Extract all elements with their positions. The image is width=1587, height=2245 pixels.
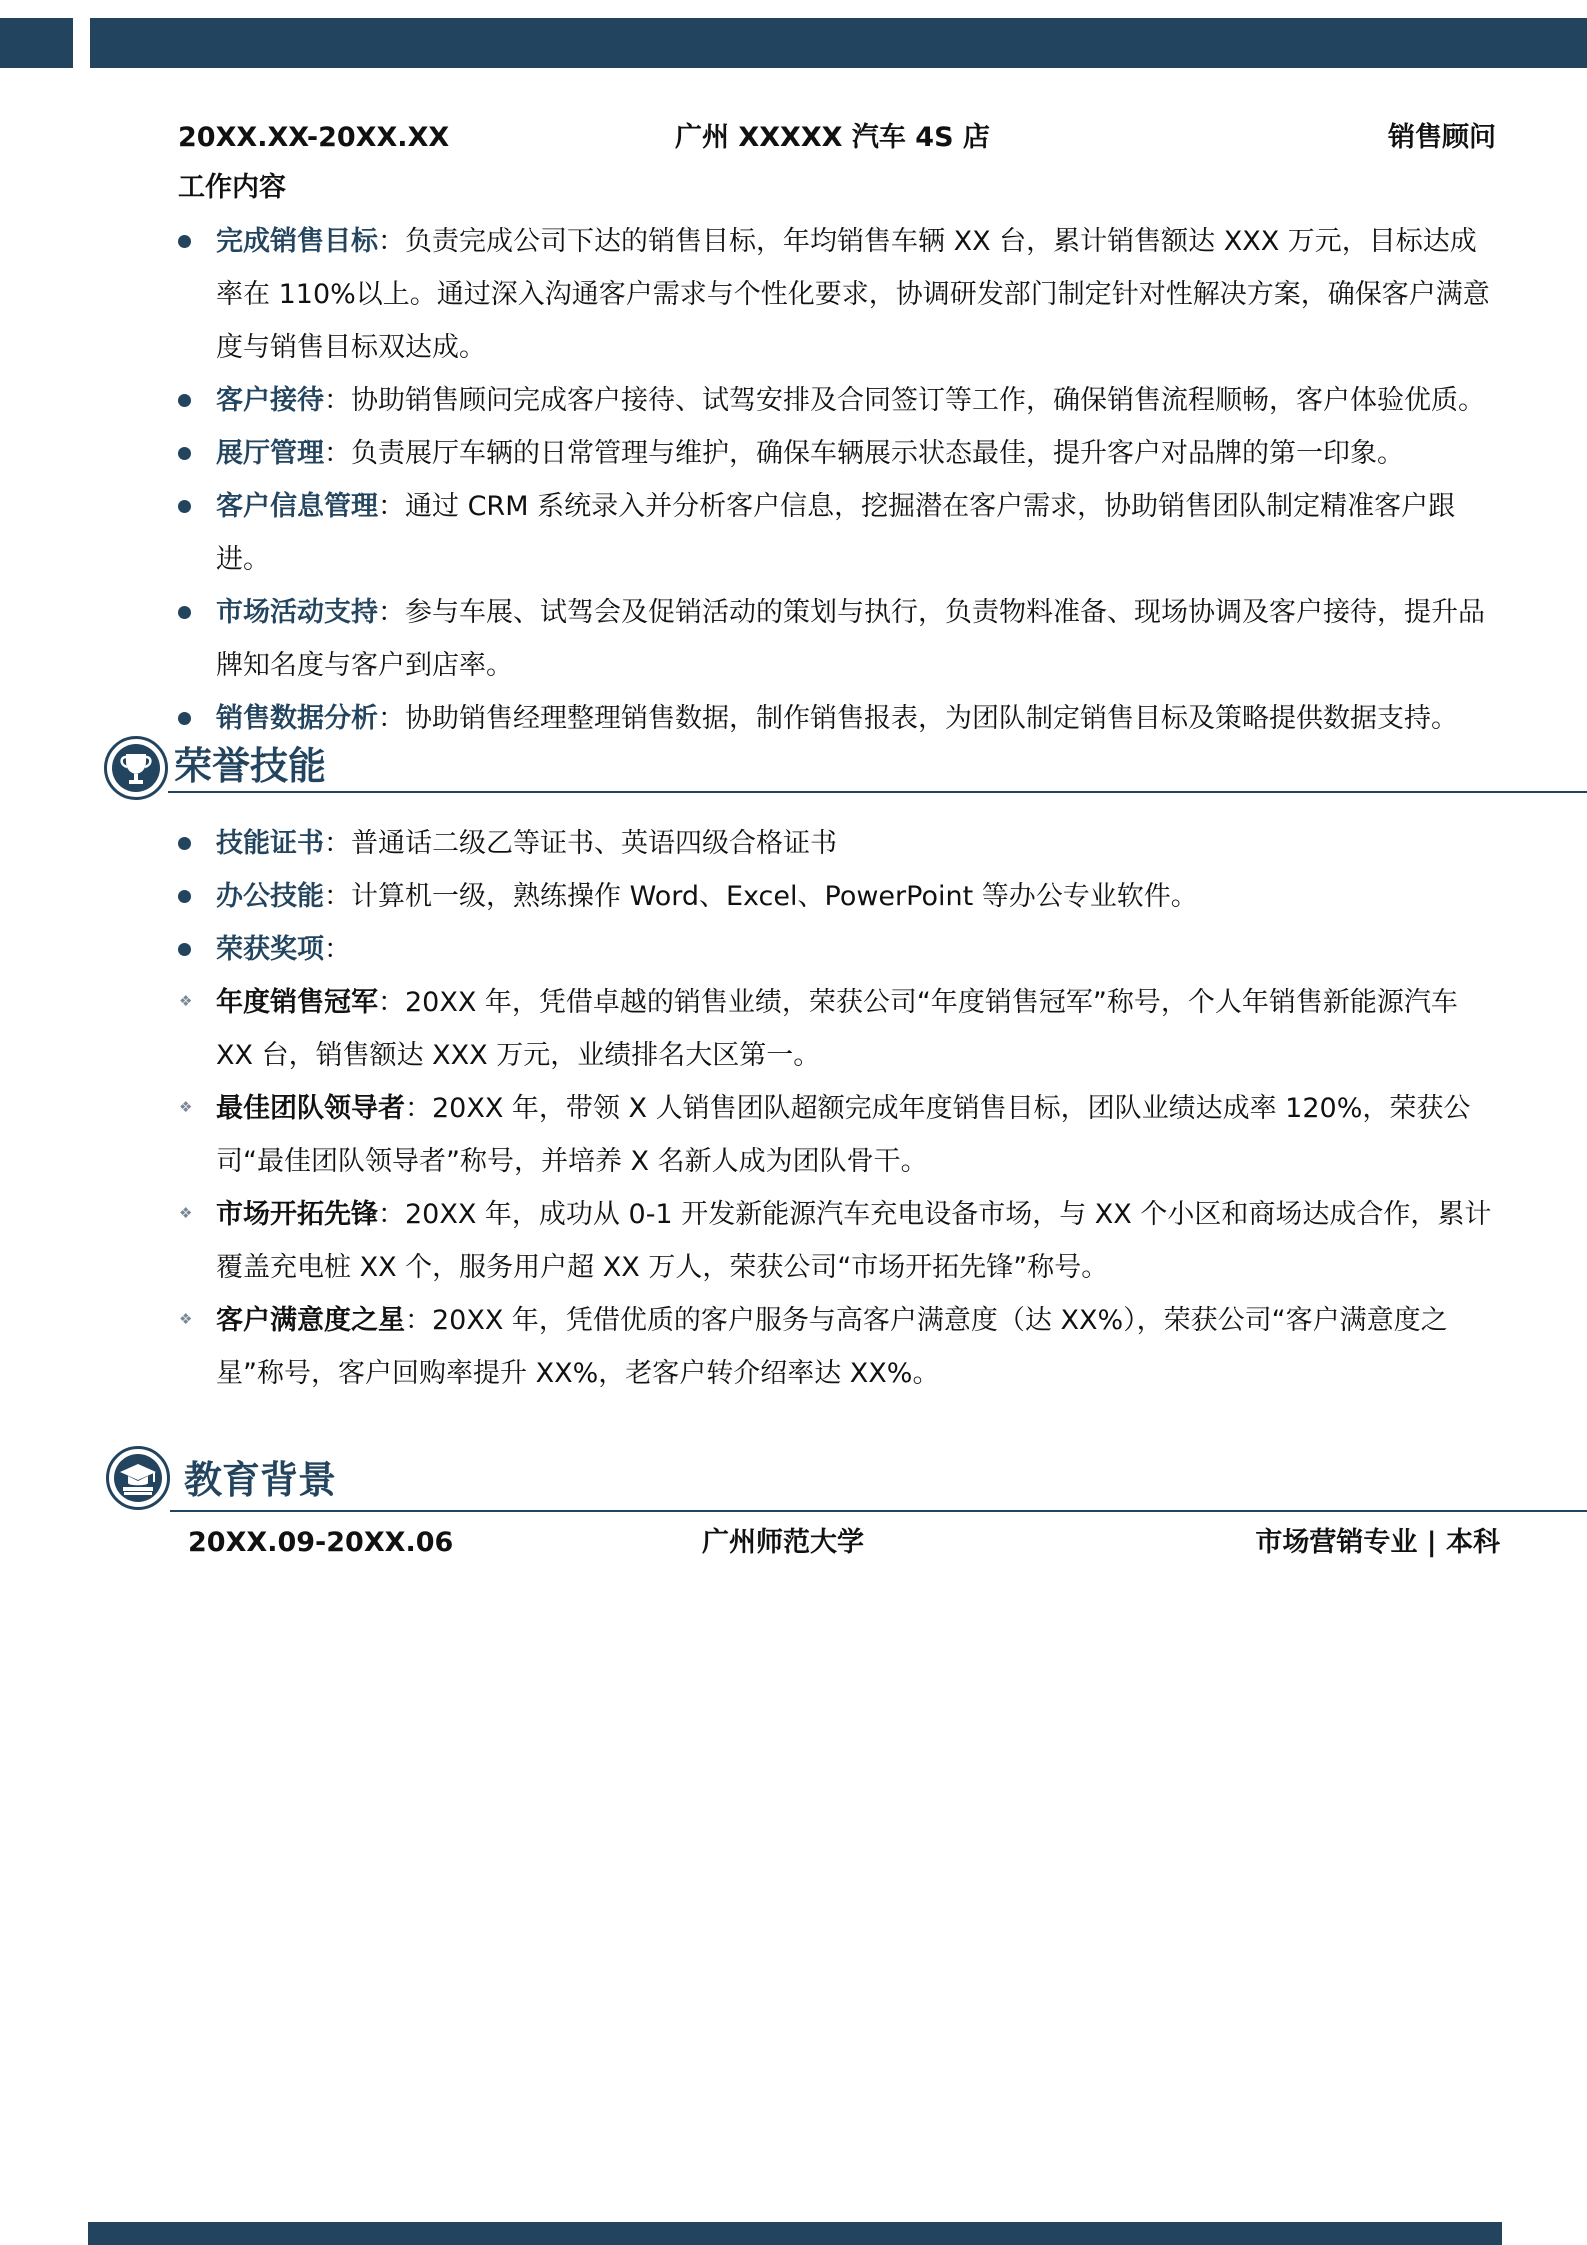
work-content-list [178,215,1503,745]
header-bar-left [0,18,73,68]
item-keyword: 展厅管理 [216,438,324,469]
item-text: ：负责完成公司下达的销售目标，年均销售车辆 XX 台，累计销售额达 XXX 万元，目标达成率在 110%以上。通过深入沟通客户需求与个性化要求，协调研发部门制定针对性解决方案，确保客户满意度与销售目标双达成。 [216,226,1490,363]
work-content-title: 工作内容 [178,172,286,203]
award-keyword: 客户满意度之星 [216,1305,405,1336]
list-item [178,586,1503,692]
award-text: ：20XX 年，成功从 0-1 开发新能源汽车充电设备市场，与 XX 个小区和商场达成合作，累计覆盖充电桩 XX 个，服务用户超 XX 万人，荣获公司“市场开拓先锋”称号。 [216,1199,1492,1283]
list-item [178,427,1503,480]
award-item [178,1188,1503,1294]
award-keyword: 市场开拓先锋 [216,1199,378,1230]
education-title: 教育背景 [184,1458,337,1502]
footer-bar [88,2222,1502,2245]
header-bar [90,18,1587,68]
diamond-bullet-icon: ❖ [179,1204,193,1222]
award-text: ：20XX 年，凭借卓越的销售业绩，荣获公司“年度销售冠军”称号，个人年销售新能源汽车 XX 台，销售额达 XXX 万元，业绩排名大区第一。 [216,987,1458,1071]
bullet-icon [178,890,191,903]
job-company: 广州 XXXXX 汽车 4S 店 [675,122,990,153]
job-date: 20XX.XX-20XX.XX [178,122,450,153]
bullet-icon [178,837,191,850]
item-text: ：计算机一级，熟练操作 Word、Excel、PowerPoint 等办公专业软件。 [324,881,1198,912]
diamond-bullet-icon: ❖ [179,1098,193,1116]
list-item [178,817,1503,870]
item-keyword: 完成销售目标 [216,226,378,257]
section-divider [168,791,1587,793]
item-keyword: 市场活动支持 [216,597,378,628]
award-keyword: 最佳团队领导者 [216,1093,405,1124]
item-keyword: 技能证书 [216,828,324,859]
award-text: ：20XX 年，凭借优质的客户服务与高客户满意度（达 XX%），荣获公司“客户满意度之星”称号，客户回购率提升 XX%，老客户转介绍率达 XX%。 [216,1305,1448,1389]
education-section-header [106,1446,1518,1516]
trophy-icon [104,736,168,800]
education-school: 广州师范大学 [702,1527,864,1558]
item-text: ：参与车展、试驾会及促销活动的策划与执行，负责物料准备、现场协调及客户接待，提升品牌知名度与客户到店率。 [216,597,1485,681]
list-item [178,374,1503,427]
bullet-icon [178,500,191,513]
education-row [188,1523,1500,1563]
honors-section-header [104,736,1504,806]
bullet-icon [178,712,191,725]
bullet-icon [178,943,191,956]
diamond-bullet-icon: ❖ [179,992,193,1010]
list-item [178,923,1503,976]
item-keyword: 客户信息管理 [216,491,378,522]
diamond-bullet-icon: ❖ [179,1310,193,1328]
item-text: ：通过 CRM 系统录入并分析客户信息，挖掘潜在客户需求，协助销售团队制定精准客户跟进。 [216,491,1456,575]
section-divider [170,1510,1587,1512]
honors-title: 荣誉技能 [174,744,327,788]
item-keyword: 销售数据分析 [216,703,378,734]
list-item [178,870,1503,923]
award-item [178,1082,1503,1188]
item-keyword: 荣获奖项 [216,934,324,965]
job-role: 销售顾问 [1388,122,1496,153]
bullet-icon [178,447,191,460]
item-text: ： [324,934,351,965]
education-major: 市场营销专业 | 本科 [1255,1527,1500,1558]
award-item [178,976,1503,1082]
award-text: ：20XX 年，带领 X 人销售团队超额完成年度销售目标，团队业绩达成率 120%，荣获公司“最佳团队领导者”称号，并培养 X 名新人成为团队骨干。 [216,1093,1471,1177]
award-keyword: 年度销售冠军 [216,987,378,1018]
graduation-cap-icon [106,1446,170,1510]
item-text: ：协助销售顾问完成客户接待、试驾安排及合同签订等工作，确保销售流程顺畅，客户体验优质。 [324,385,1485,416]
bullet-icon [178,235,191,248]
bullet-icon [178,606,191,619]
list-item [178,215,1503,374]
job-header [178,118,1496,158]
award-item [178,1294,1503,1400]
education-date: 20XX.09-20XX.06 [188,1527,454,1558]
list-item [178,480,1503,586]
item-text: ：负责展厅车辆的日常管理与维护，确保车辆展示状态最佳，提升客户对品牌的第一印象。 [324,438,1404,469]
item-keyword: 客户接待 [216,385,324,416]
honors-list [178,817,1503,1400]
item-keyword: 办公技能 [216,881,324,912]
bullet-icon [178,394,191,407]
item-text: ：普通话二级乙等证书、英语四级合格证书 [324,828,837,859]
item-text: ：协助销售经理整理销售数据，制作销售报表，为团队制定销售目标及策略提供数据支持。 [378,703,1458,734]
